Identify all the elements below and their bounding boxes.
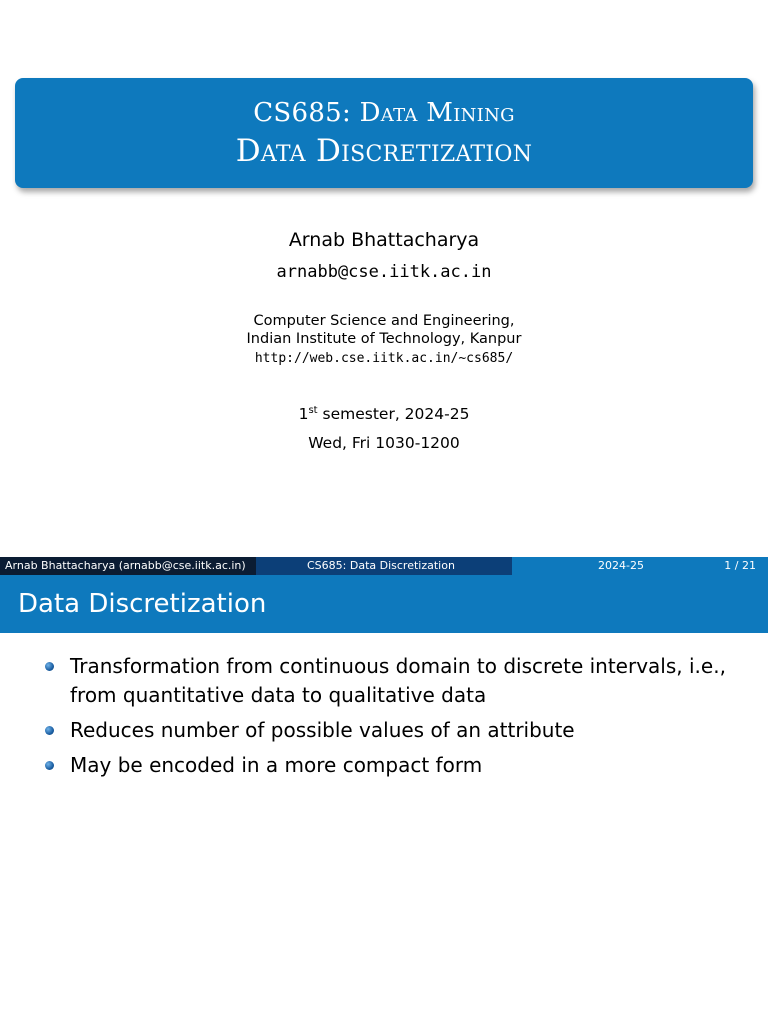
footer-author-segment <box>0 557 256 575</box>
footer-date: 2024-25 <box>598 559 644 572</box>
bullet-ball-icon <box>45 662 54 671</box>
bullet-ball-icon <box>45 761 54 770</box>
institute: Indian Institute of Technology, Kanpur <box>246 331 522 347</box>
bullet-text: Transformation from continuous domain to discrete intervals, i.e., from quantitative data to qualitative data <box>70 654 726 707</box>
semester-number: 1 <box>298 405 309 424</box>
footer-page-number: 1 / 21 <box>724 559 756 572</box>
schedule: Wed, Fri 1030-1200 <box>308 434 460 452</box>
semester <box>0 405 768 423</box>
author-email: arnabb@cse.iitk.ac.in <box>276 262 492 282</box>
bullet-ball-icon <box>45 726 54 735</box>
footer-title-segment <box>256 557 512 575</box>
lecture-title: Data Discretization <box>235 133 533 169</box>
bullet-text: May be encoded in a more compact form <box>70 753 483 777</box>
footer-date-segment <box>512 557 768 575</box>
semester-suffix: st <box>308 405 318 416</box>
footer-title: CS685: Data Discretization <box>307 559 455 572</box>
semester-text: semester, 2024-25 <box>317 405 470 424</box>
bullet-text: Reduces number of possible values of an attribute <box>70 718 575 742</box>
footer-author: Arnab Bhattacharya (arnabb@cse.iitk.ac.in) <box>5 559 246 572</box>
title-box <box>15 78 753 188</box>
course-title: CS685: Data Mining <box>253 98 515 128</box>
course-url[interactable]: http://web.cse.iitk.ac.in/~cs685/ <box>254 351 514 366</box>
frame-title-bar <box>0 575 768 633</box>
author-name: Arnab Bhattacharya <box>288 229 480 251</box>
frame-title: Data Discretization <box>18 589 267 619</box>
department: Computer Science and Engineering, <box>253 313 515 329</box>
footer-bar <box>0 557 768 575</box>
